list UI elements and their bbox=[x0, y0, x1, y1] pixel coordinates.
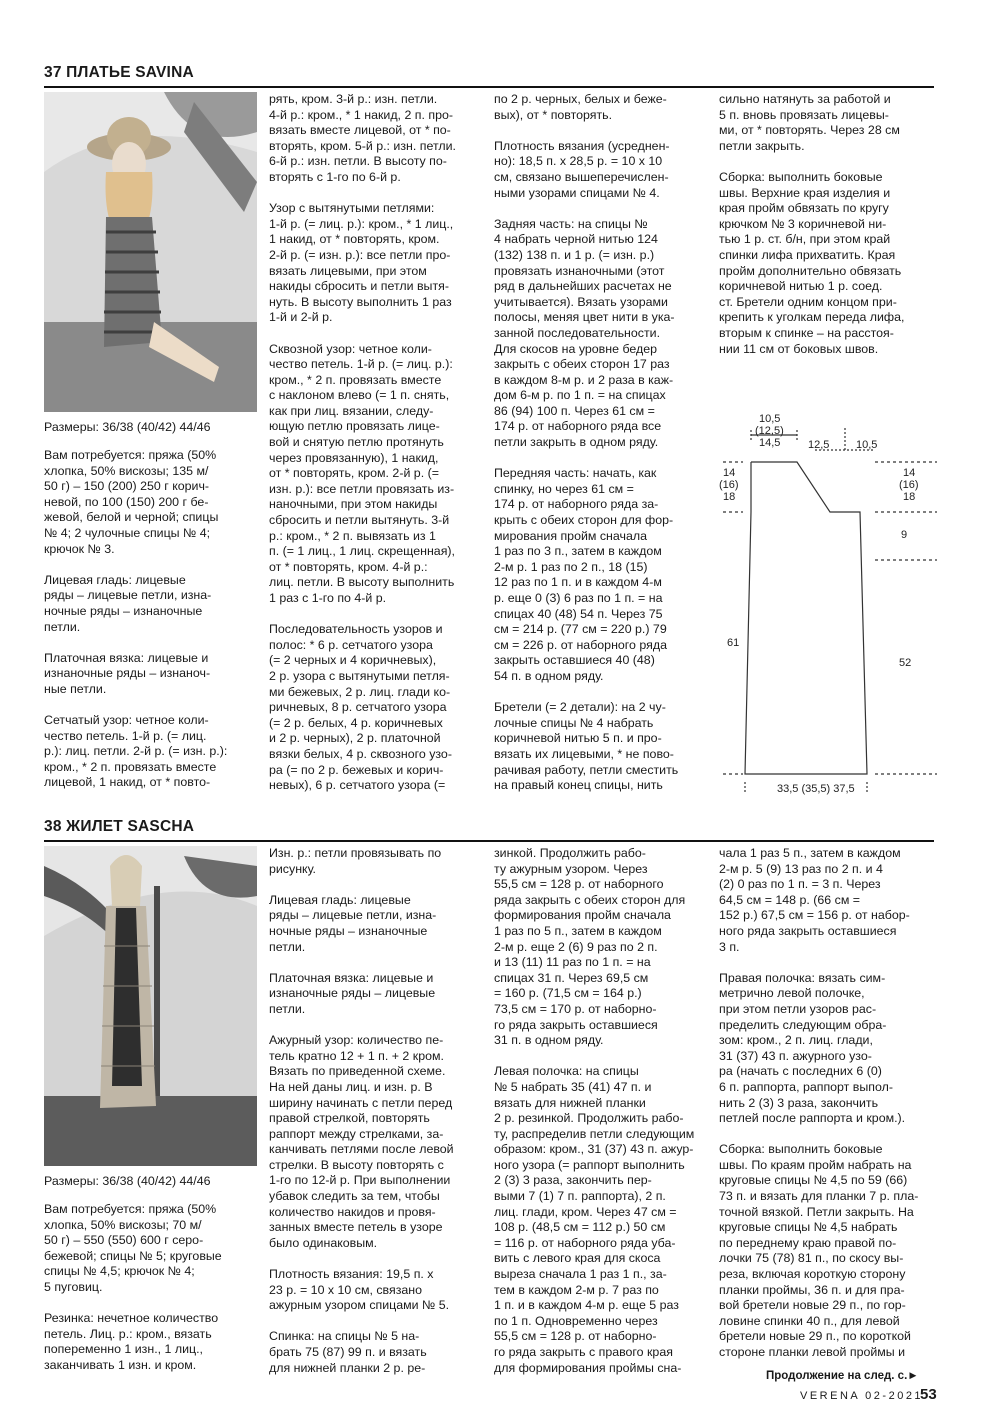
pattern-diagram bbox=[715, 410, 940, 805]
dim-left-upper-3: 18 bbox=[723, 491, 736, 503]
dim-top-left-2: (12,5) bbox=[755, 425, 784, 437]
section2-col4: чала 1 раз 5 п., затем в каждом 2-м р. 5 (9) 13 раз по 2 п. и 4 (2) 0 раз по 1 п. = 3 п. Через 64,5 см = 148 р. (66 см = 152 р.) 67,5 см = 156 р. от набор- ного ряда закрыть оставшиеся 3 п. Правая полочка: вязать сим- метрично левой полочке, при этом петли узоров рас- пределить следующим обра- зом: кром., 2 п. лиц. глади, 31 (37) 43 п. ажурного узо- ра (начать с последних 6 (0) 6 п. раппорта, раппорт выпол- нить 2 (3) 3 раза, закончить петлей после раппорта и кром.). Сборка: выполнить боковые швы. По краям пройм набрать на круговые спицы № 4,5 по 59 (66) 73 п. и вязать для планки 7 р. пла- точной вязкой. Петли закрыть. На круговые спицы № 4,5 набрать по переднему краю правой по- лочки 75 (78) 81 п., по скосу вы- реза, включая короткую сторону планки проймы, 36 п. и для пра- вой бретели новые 29 п., по гор- ловине спинки 40 п., для левой бретели новые 29 п., по короткой стороне планки левой проймы и bbox=[719, 846, 919, 1359]
dim-right-upper-2: (16) bbox=[899, 479, 919, 491]
section2-rule bbox=[44, 840, 934, 842]
dim-right-52: 52 bbox=[899, 657, 912, 669]
dim-right-9: 9 bbox=[901, 529, 908, 541]
section1-sizes: Размеры: 36/38 (40/42) 44/46 bbox=[44, 420, 211, 434]
section2-col3: зинкой. Продолжить рабо- ту ажурным узором. Через 55,5 см = 128 р. от наборного ряда закрыть с обеих сторон для формирования пройм сначала 1 раз по 5 п., затем в каждом 2-м р. еще 2 (6) 9 раз по 2 п. и 13 (11) 11 раз по 1 п. = на спицах 31 п. Через 69,5 см = 160 р. (71,5 см = 164 р.) 73,5 см = 170 р. от наборно- го ряда закрыть оставшиеся 31 п. в одном ряду. Левая полочка: на спицы № 5 набрать 35 (41) 47 п. и вязать для нижней планки 2 р. резинкой. Продолжить рабо- ту, распределив петли следующим образом: кром., 31 (37) 43 п. ажур- ного узора (= раппорт выполнить 2 (3) 3 раза, закончить пер- выми 7 (1) 7 п. раппорта), 2 п. лиц. глади, кром. Через 47 см = 108 р. (48,5 см = 112 р.) 50 см = 116 р. от наборного ряда уба- вить с левого края для скоса выреза сначала 1 раз 1 п., за- тем в каждом 2-м р. 7 раз по 1 п. и в каждом 4-м р. еще 5 раз по 1 п. Одновременно через 55,5 см = 128 р. от наборно- го ряда закрыть с правого края для формирования проймы сна- bbox=[494, 846, 695, 1375]
dress-photo bbox=[44, 92, 257, 412]
dim-top-mid: 12,5 bbox=[808, 439, 830, 451]
dim-right-upper-1: 14 bbox=[903, 467, 916, 479]
dim-top-right: 10,5 bbox=[856, 439, 878, 451]
page-number: 53 bbox=[920, 1386, 937, 1403]
section2-col1: Вам потребуется: пряжа (50% хлопка, 50% вискозы; 70 м/ 50 г) – 550 (550) 600 г серо- бежевой; спицы № 5; круговые спицы № 4,5; крючок № 4; 5 пуговиц. Резинка: нечетное количество петель. Лиц. р.: кром., вязать попеременно 1 изн., 1 лиц., заканчивать 1 изн. и кром. bbox=[44, 1202, 222, 1372]
section2-sizes: Размеры: 36/38 (40/42) 44/46 bbox=[44, 1174, 211, 1188]
dim-right-upper-3: 18 bbox=[903, 491, 916, 503]
dim-left-upper-2: (16) bbox=[719, 479, 739, 491]
section2-title: 38 ЖИЛЕТ SASCHA bbox=[44, 818, 195, 835]
dim-left-61: 61 bbox=[727, 637, 740, 649]
section1-title: 37 ПЛАТЬЕ SAVINA bbox=[44, 64, 194, 81]
dim-top-left-1: 10,5 bbox=[759, 413, 781, 425]
section1-rule bbox=[44, 86, 934, 88]
vest-photo bbox=[44, 846, 257, 1166]
section1-col2: рять, кром. 3-й р.: изн. петли. 4-й р.: кром., * 1 накид, 2 п. про- вязать вместе лицевой, от * по- вторять, кром. 5-й р.: изн. петли. 6-й р.: изн. петли. В высоту по- вторять с 1-го по 6-й р. Узор с вытянутыми петлями: 1-й р. (= лиц. р.): кром., * 1 лиц., 1 накид, от * повторять, кром. 2-й р. (= изн. р.): все петли про- вязать лицевыми, при этом накиды сбросить и петли вытя- нуть. В высоту выполнить 1 раз 1-й и 2-й р. Сквозной узор: четное коли- чество петель. 1-й р. (= лиц. р.): кром., * 2 п. провязать вместе с наклоном влево (= 1 п. снять, как при лиц. вязании, следу- ющую петлю провязать лице- вой и снятую петлю протянуть через провязанную), 1 накид, от * повторять, кром. 2-й р. (= изн. р.): все петли провязать из- наночными, при этом накиды сбросить и петли вытянуть. 3-й р.: кром., * 2 п. вывязать из 1 п. (= 1 лиц., 1 лиц. скрещенная), от * повторять, кром. 4-й р.: лиц. петли. В высоту выполнить 1 раз с 1-го по 4-й р. Последовательность узоров и полос: * 6 р. сетчатого узора (= 2 черных и 4 коричневых), 2 р. узора с вытянутыми петля- ми бежевых, 2 р. лиц. глади ко- ричневых, 8 р. сетчатого узора (= 2 р. белых, 4 р. коричневых и 2 р. черных), 2 р. платочной вязки белых, 4 р. сквозного узо- ра (= по 2 р. бежевых и корич- невых), 6 р. сетчатого узора (= bbox=[269, 92, 456, 793]
section1-col3: по 2 р. черных, белых и беже- вых), от * повторять. Плотность вязания (усреднен- но): 18,5 п. х 28,5 р. = 10 х 10 см, связано вышеперечислен- ными узорами спицами № 4. Задняя часть: на спицы № 4 набрать черной нитью 124 (132) 138 п. и 1 р. (= изн. р.) провязать изнаночными (этот ряд в дальнейших расчетах не учитывается). Вязать узорами полосы, меняя цвет нити в ука- занной последовательности. Для скосов на уровне бедер закрыть с обеих сторон 17 раз в каждом 8-м р. и 2 раза в каж- дом 6-м р. по 1 п. = на спицах 86 (94) 100 п. Через 61 см = 174 р. от наборного ряда все петли закрыть в одном ряду. Передняя часть: начать, как спинку, но через 61 см = 174 р. от наборного ряда за- крыть с обеих сторон для фор- мирования пройм сначала 1 раз по 3 п., затем в каждом 2-м р. 1 раз по 2 п., 18 (15) 12 раз по 1 п. и в каждом 4-м р. еще 0 (3) 6 раз по 1 п. = на спицах 40 (48) 54 п. Через 75 см = 214 р. (77 см = 220 р.) 79 см = 226 р. от наборного ряда закрыть оставшиеся 40 (48) 54 п. в одном ряду. Бретели (= 2 детали): на 2 чу- лочные спицы № 4 набрать коричневой нитью 5 п. и про- вязать их лицевыми, * не пово- рачивая работу, петли сместить на правый конец спицы, нить bbox=[494, 92, 679, 793]
magazine-brand: VERENA 02-2021 bbox=[800, 1390, 924, 1402]
section1-col4: сильно натянуть за работой и 5 п. вновь провязать лицевы- ми, от * повторять. Через 28 см петли закрыть. Сборка: выполнить боковые швы. Верхние края изделия и края пройм обвязать по кругу крючком № 3 коричневой ни- тью 1 р. ст. б/н, при этом край спинки лифа прихватить. Края пройм дополнительно обвязать коричневой нитью 1 р. соед. ст. Бретели одним концом при- крепить к уголкам переда лифа, вторым к спинке – на расстоя- нии 11 см от боковых швов. bbox=[719, 92, 905, 356]
section2-col2: Изн. р.: петли провязывать по рисунку. Лицевая гладь: лицевые ряды – лицевые петли, изна- ночные ряды – изнаночные петли. Платочная вязка: лицевые и изнаночные ряды – лицевые петли. Ажурный узор: количество пе- тель кратно 12 + 1 п. + 2 кром. Вязать по приведенной схеме. На ней даны лиц. и изн. р. В ширину начинать с петли перед правой стрелкой, повторять раппорт между стрелками, за- канчивать петлями после левой стрелки. В высоту повторять с 1-го по 12-й р. При выполнении убавок следить за тем, чтобы количество накидов и провя- занных вместе петель в узоре было одинаковым. Плотность вязания: 19,5 п. х 23 р. = 10 х 10 см, связано ажурным узором спицами № 5. Спинка: на спицы № 5 на- брать 75 (87) 99 п. и вязать для нижней планки 2 р. ре- bbox=[269, 846, 454, 1375]
continue-note: Продолжение на след. с.► bbox=[766, 1370, 919, 1382]
dim-left-upper-1: 14 bbox=[723, 467, 736, 479]
dim-bottom: 33,5 (35,5) 37,5 bbox=[777, 783, 855, 795]
dim-top-left-3: 14,5 bbox=[759, 437, 781, 449]
section1-col1: Вам потребуется: пряжа (50% хлопка, 50% вискозы; 135 м/ 50 г) – 150 (200) 250 г корич- невой, по 100 (150) 200 г бе- жевой, белой и черной; спицы № 4; 2 чулочные спицы № 4; крючок № 3. Лицевая гладь: лицевые ряды – лицевые петли, изна- ночные ряды – изнаночные петли. Платочная вязка: лицевые и изнаночные ряды – изнаноч- ные петли. Сетчатый узор: четное коли- чество петель. 1-й р. (= лиц. р.): лиц. петли. 2-й р. (= изн. р.): кром., * 2 п. провязать вместе лицевой, 1 накид, от * повто- bbox=[44, 448, 228, 790]
